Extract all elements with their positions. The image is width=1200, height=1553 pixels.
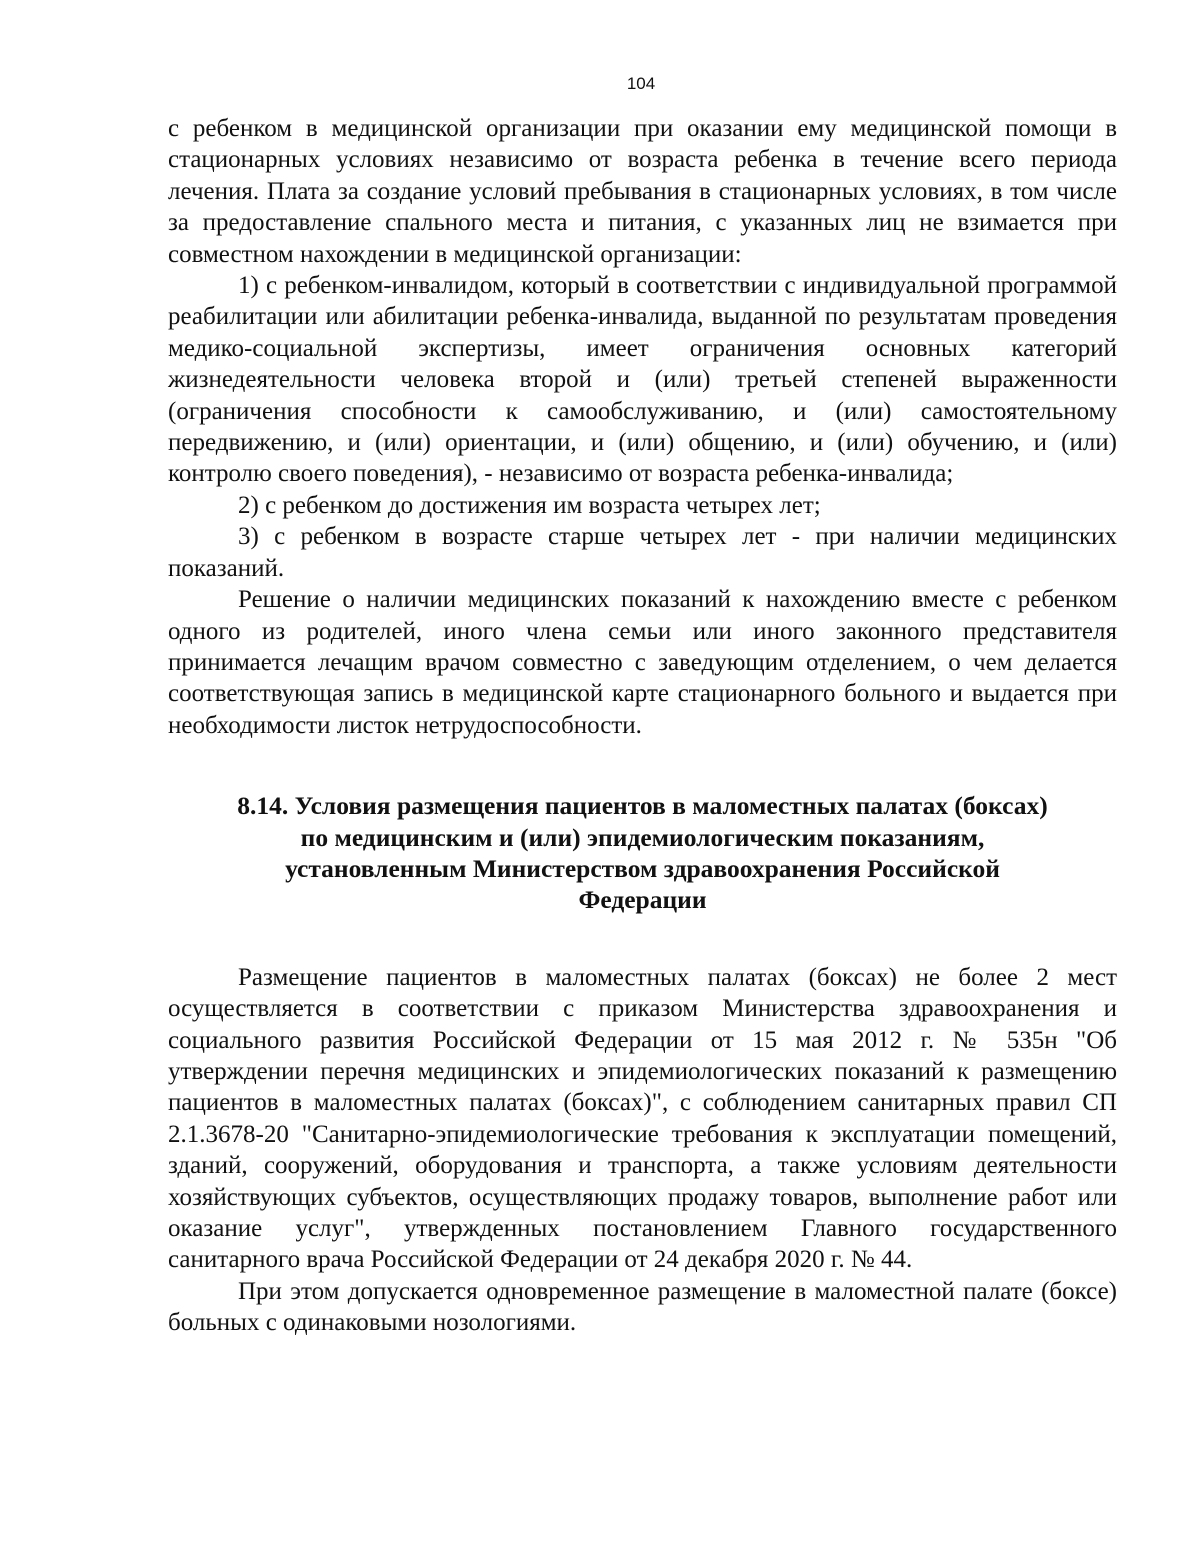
paragraph-continuation: с ребенком в медицинской организации при оказании ему медицинской помощи в стационарных условиях независимо от возраста ребенка в течение всего периода лечения. Плата за создание условий пребывания в стационарных условиях, в том числе за предоставление спального места и питания, с указанных лиц не взимается при совместном нахождении в медицинской организации: <box>168 115 1117 268</box>
list-item-1: 1) с ребенком-инвалидом, который в соответствии с индивидуальной программой реабилитации или абилитации ребенка-инвалида, выданной по результатам проведения медико-социальной экспертизы, имеет ограничения основных категорий жизнедеятельности человека второй и (или) третьей степеней выраженности (ограничения способности к самообслуживанию, и (или) самостоятельному передвижению, и (или) ориентации, и (или) общению, и (или) обучению, и (или) контролю своего поведения), - независимо от возраста ребенка-инвалида; <box>168 272 1117 488</box>
document-body <box>168 113 1117 1339</box>
section-paragraph-2: При этом допускается одновременное размещение в маломестной палате (боксе) больных с одинаковыми нозологиями. <box>168 1277 1117 1337</box>
paragraph-decision: Решение о наличии медицинских показаний к нахождению вместе с ребенком одного из родителей, иного члена семьи или иного законного представителя принимается лечащим врачом совместно с заведующим отделением, о чем делается соответствующая запись в медицинской карте стационарного больного и выдается при необходимости листок нетрудоспособности. <box>168 586 1117 739</box>
list-item-2: 2) с ребенком до достижения им возраста четырех лет; <box>238 491 821 519</box>
list-item-3: 3) с ребенком в возрасте старше четырех лет - при наличии медицинских показаний. <box>168 523 1117 582</box>
section-heading: 8.14. Условия размещения пациентов в маломестных палатах (боксах) по медицинским и (или) эпидемиологическим показаниям, установленным Министерством здравоохранения Российской Федерации <box>237 791 1048 915</box>
section-spacer <box>168 916 1117 962</box>
page-number: 104 <box>626 74 656 93</box>
section-paragraph-1: Размещение пациентов в маломестных палатах (боксах) не более 2 мест осуществляется в соответствии с приказом Министерства здравоохранения и социального развития Российской Федерации от 15 мая 2012 г. № 535н "Об утверждении перечня медицинских и эпидемиологических показаний к размещению пациентов в маломестных палатах (боксах)", с соблюдением санитарных правил СП 2.1.3678-20 "Санитарно-эпидемиологические требования к эксплуатации помещений, зданий, сооружений, оборудования и транспорта, а также условиям деятельности хозяйствующих субъектов, осуществляющих продажу товаров, выполнение работ или оказание услуг", утвержденных постановлением Главного государственного санитарного врача Российской Федерации от 24 декабря 2020 г. № 44. <box>168 963 1117 1274</box>
